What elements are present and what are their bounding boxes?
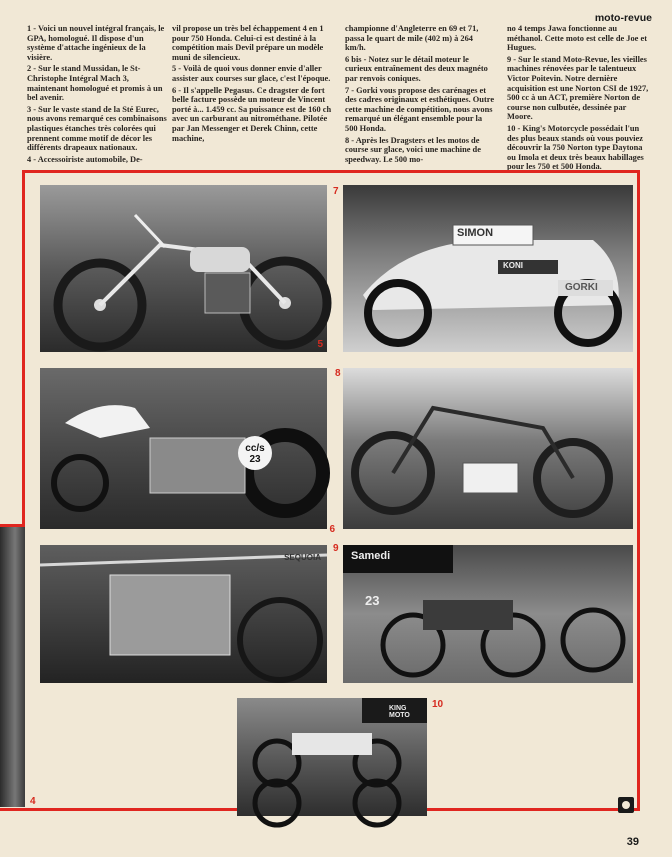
photo-number: 4 bbox=[30, 796, 36, 807]
text-column-1 bbox=[27, 24, 167, 166]
motorcycle-illustration bbox=[40, 185, 327, 352]
caption-paragraph: championne d'Angleterre en 69 et 71, passa le quart de mile (402 m) à 264 km/h. bbox=[345, 24, 479, 53]
sign-text: SIMON bbox=[457, 227, 494, 239]
caption-paragraph: 6 - Il s'appelle Pegasus. Ce dragster de fort belle facture possède un moteur de Vincent porté à... 1.459 cc. Sa puissance est de 160 ch avec un carburant au nitrométhane. Pilotée par Jan Messenger et Derek Chinn, cette machine, bbox=[172, 85, 332, 143]
photo-ice-racer bbox=[40, 185, 327, 352]
text-column-3 bbox=[345, 24, 495, 166]
caption-paragraph: 8 - Après les Dragsters et les motos de course sur glace, voici une machine de speedway. Le 500 mo- bbox=[345, 135, 481, 164]
red-frame-left bbox=[22, 170, 25, 527]
photo-engine-detail bbox=[40, 545, 327, 683]
caption-paragraph: 1 - Voici un nouvel intégral français, le GPA, homologué. Il dispose d'un système d'attache ingénieux de la visière. bbox=[27, 24, 165, 62]
motorcycle-illustration bbox=[40, 368, 327, 529]
caption-paragraph: 5 - Voilà de quoi vous donner envie d'aller assister aux courses sur glace, c'est l'époque. bbox=[172, 64, 331, 83]
corner-symbol-icon bbox=[618, 797, 634, 813]
page-number: 39 bbox=[626, 836, 639, 848]
text-column-2 bbox=[172, 24, 337, 145]
motorcycle-illustration bbox=[40, 545, 327, 683]
photo-exhaust-edge bbox=[0, 527, 25, 807]
caption-paragraph: 9 - Sur le stand Moto-Revue, les vieilles machines rénovées par le talentueux Victor Poitevin. Notre dernière acquisition est une Norton CSI de 1927, 500 cc à un ACT, première Norton de course non culbutée, dessinée par Moore. bbox=[507, 54, 649, 122]
sign-text: GORKI bbox=[565, 282, 598, 293]
photo-number: 5 bbox=[317, 339, 323, 350]
photo-number: 10 bbox=[432, 699, 444, 710]
motorcycle-illustration bbox=[343, 185, 633, 352]
sign-text: Samedi bbox=[351, 550, 391, 562]
photo-kings-motorcycle bbox=[237, 698, 427, 816]
text-column-4 bbox=[507, 24, 652, 174]
caption-paragraph: 2 - Sur le stand Mussidan, le St-Christophe Intégral Mach 3, maintenant homologué et promis à un bel avenir. bbox=[27, 64, 163, 103]
red-frame-right bbox=[637, 170, 640, 810]
caption-paragraph: no 4 temps Jawa fonctionne au méthanol. Cette moto est celle de Joe et Hugues. bbox=[507, 24, 647, 53]
photo-pegasus-dragster bbox=[40, 368, 335, 535]
photo-number: 9 bbox=[333, 543, 339, 554]
motorcycle-illustration bbox=[343, 368, 633, 529]
magazine-brand: moto-revue bbox=[594, 12, 652, 24]
photo-number: 6 bbox=[329, 524, 335, 535]
photo-gorki-fairing bbox=[333, 185, 633, 352]
photo-speedway-jawa bbox=[335, 368, 633, 529]
sign-text: KONI bbox=[503, 261, 523, 270]
race-plate: cc/s 23 bbox=[245, 443, 265, 465]
sign-text: SEQUOIA bbox=[284, 553, 321, 562]
caption-paragraph: 3 - Sur le vaste stand de la Sté Eurec, nous avons remarqué ces combinaisons plastiques étanches très colorées qui prennent comme motif de décor les différents drapeaux nationaux. bbox=[27, 104, 167, 153]
sign-text: KING MOTO bbox=[389, 705, 410, 719]
caption-paragraph: 7 - Gorki vous propose des carénages et des cadres originaux et esthétiques. Outre cette machine de compétition, nous avons remarqué un élégant ensemble pour la 500 Honda. bbox=[345, 85, 495, 133]
motorcycle-illustration bbox=[343, 545, 633, 683]
caption-paragraph: 6 bis - Notez sur le détail moteur le curieux entraînement des deux magnéto par renvois coniques. bbox=[345, 54, 488, 83]
photo-number: 7 bbox=[333, 186, 339, 197]
race-plate: 23 bbox=[365, 593, 380, 608]
photo-number: 8 bbox=[335, 368, 341, 379]
caption-paragraph: 4 - Accessoiriste automobile, De- bbox=[27, 154, 143, 164]
red-frame-top bbox=[22, 170, 640, 173]
caption-paragraph: 10 - King's Motorcycle possédait l'un des plus beaux stands où vous pouviez découvrir la 750 Norton type Daytona ou Imola et deux très beaux habillages pour les 750 et 500 Honda. bbox=[507, 123, 644, 172]
photo-moto-revue-stand bbox=[333, 543, 633, 683]
caption-paragraph: vil propose un très bel échappement 4 en 1 pour 750 Honda. Celui-ci est destiné à la compétition mais Devil prépare un modèle muni de silencieux. bbox=[172, 24, 324, 62]
